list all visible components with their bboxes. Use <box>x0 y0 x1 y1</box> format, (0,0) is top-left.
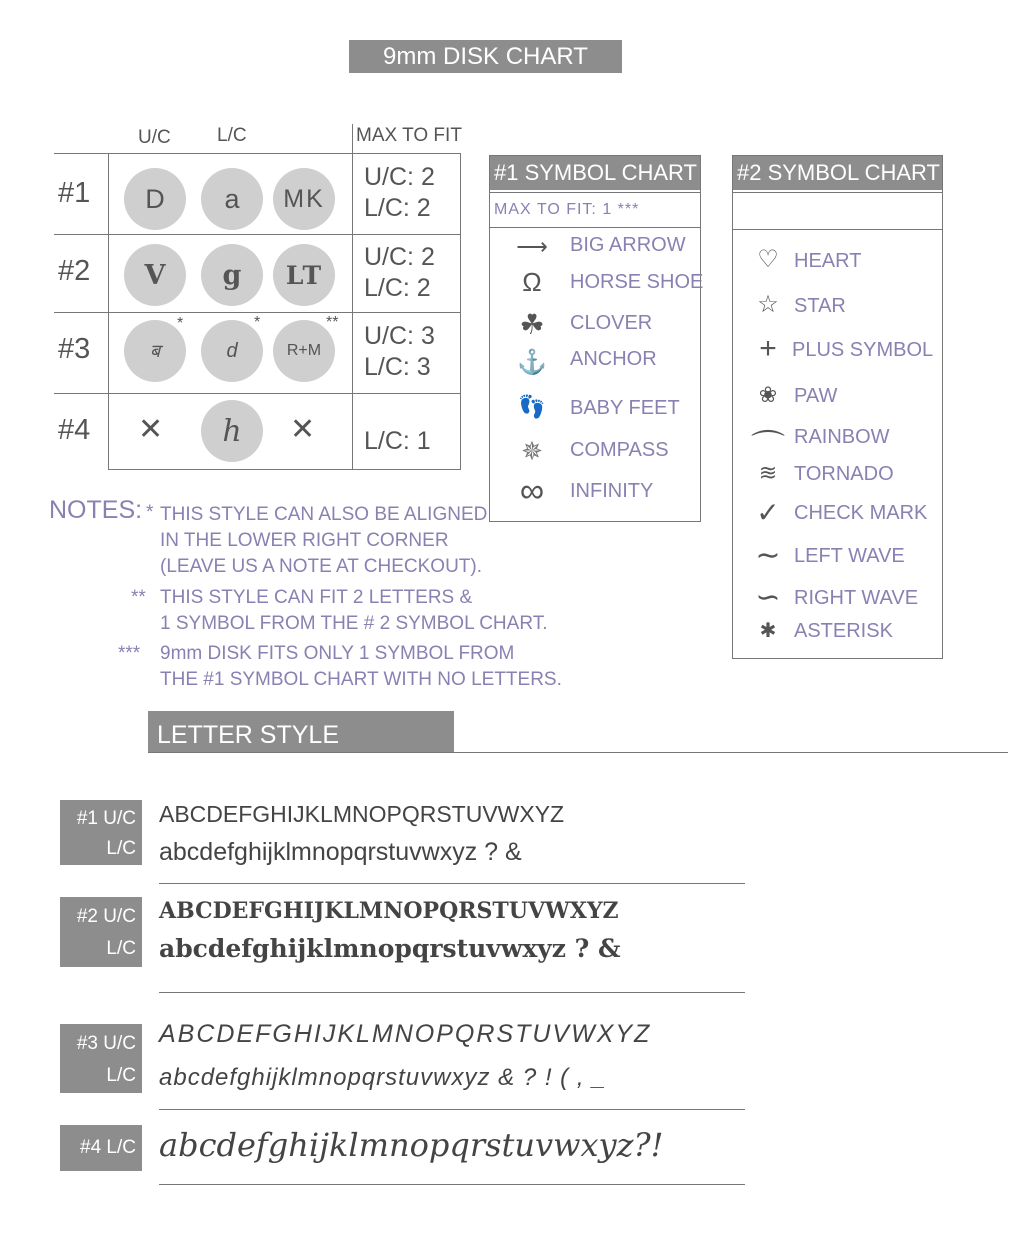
style-3-lowercase: abcdefghijklmnopqrstuvwxyz & ? ! ( , _ <box>159 1064 607 1091</box>
section-rule <box>148 752 1008 753</box>
clover-icon: ☘ <box>519 309 545 340</box>
symbol-label: RAINBOW <box>794 426 890 448</box>
panel-divider <box>489 227 701 228</box>
asterisk-mark: * <box>177 315 184 332</box>
asterisk-icon: ✱ <box>759 620 777 642</box>
arrow-icon: ⟶ <box>516 234 548 259</box>
style-label-line: #4 L/C <box>80 1137 136 1158</box>
disk-letter: LT <box>285 260 323 290</box>
max-fit-1 <box>364 162 435 224</box>
disk-letter: d <box>226 339 238 362</box>
row-label-4: #4 <box>58 414 91 446</box>
style-rule <box>159 1109 745 1110</box>
disk-uc-2 <box>124 244 186 306</box>
note-line: THE #1 SYMBOL CHART WITH NO LETTERS. <box>160 669 562 690</box>
style-1-lowercase: abcdefghijklmnopqrstuvwxyz ? & <box>159 838 522 866</box>
symbol-label: RIGHT WAVE <box>794 587 919 609</box>
note-line: 9mm DISK FITS ONLY 1 SYMBOL FROM <box>160 643 515 664</box>
note-1 <box>160 502 487 580</box>
panel-divider <box>489 192 701 193</box>
symbol-label: HEART <box>794 250 862 272</box>
row-label-3: #3 <box>58 333 91 365</box>
style-3-uppercase: ABCDEFGHIJKLMNOPQRSTUVWXYZ <box>159 1020 652 1048</box>
symbol-label: PLUS SYMBOL <box>792 339 934 361</box>
style-rule <box>159 883 745 884</box>
symbol-label: COMPASS <box>570 439 669 461</box>
disk-letter: MK <box>283 184 325 213</box>
double-asterisk-mark: ** <box>326 314 339 331</box>
disk-letter: V <box>144 259 166 291</box>
symbol-label: CHECK MARK <box>794 502 928 524</box>
right-wave-icon: ∽ <box>755 581 781 614</box>
symbol-label: INFINITY <box>570 480 654 502</box>
grid-row-divider <box>54 312 461 313</box>
style-label-line: L/C <box>106 1065 136 1086</box>
notes-heading: NOTES: <box>49 496 143 524</box>
symbol-label: STAR <box>794 295 846 317</box>
disk-uc-1 <box>124 168 186 230</box>
rainbow-icon: ⌒ <box>751 429 785 467</box>
disk-letter: a <box>224 183 240 214</box>
note-mark: *** <box>118 643 141 664</box>
row-label-2: #2 <box>58 255 91 287</box>
symbol-label: CLOVER <box>570 312 653 334</box>
style-label-line: #1 U/C <box>76 808 136 829</box>
style-2-label <box>60 897 142 967</box>
disk-letter: g <box>222 259 242 291</box>
note-mark: ** <box>131 587 146 608</box>
grid-row-divider <box>54 234 461 235</box>
symbol-chart-1-title: #1 SYMBOL CHART <box>490 156 700 190</box>
max-header-divider <box>352 124 353 154</box>
not-available-icon: ✕ <box>138 413 164 446</box>
style-2-uppercase: ABCDEFGHIJKLMNOPQRSTUVWXYZ <box>159 898 619 924</box>
page-title: 9mm DISK CHART <box>349 40 622 73</box>
disk-letter: ब <box>149 341 161 361</box>
style-label-line: #2 U/C <box>76 906 136 927</box>
style-1-label <box>60 800 142 865</box>
asterisk-mark: * <box>254 314 261 331</box>
disk-mono-1 <box>273 168 335 230</box>
grid-top-left-line <box>54 153 108 154</box>
symbol-label: HORSE SHOE <box>570 271 704 293</box>
symbol-chart-1-max-note: MAX TO FIT: 1 *** <box>494 201 640 218</box>
style-2-lowercase: abcdefghijklmnopqrstuvwxyz ? & <box>159 934 621 963</box>
panel-divider <box>732 229 943 230</box>
max-fit-line: U/C: 2 <box>364 163 435 191</box>
baby-feet-icon: 👣 <box>518 394 546 419</box>
note-line: THIS STYLE CAN FIT 2 LETTERS & <box>160 587 473 608</box>
symbol-label: LEFT WAVE <box>794 545 905 567</box>
check-icon: ✓ <box>756 497 780 528</box>
letter-style-title: LETTER STYLE OPTIONS <box>148 711 454 753</box>
symbol-label: ASTERISK <box>794 620 893 642</box>
header-uc: U/C <box>138 127 171 148</box>
compass-icon: ✵ <box>521 436 543 466</box>
row-label-1: #1 <box>58 177 91 209</box>
plus-icon: + <box>759 332 777 365</box>
not-available-icon: ✕ <box>290 413 316 446</box>
tornado-icon: ≋ <box>758 460 778 485</box>
max-fit-4: L/C: 1 <box>364 427 431 455</box>
heart-icon: ♡ <box>757 246 779 273</box>
note-2 <box>160 585 548 637</box>
max-fit-line: L/C: 2 <box>364 194 431 222</box>
note-line: (LEAVE US A NOTE AT CHECKOUT). <box>160 556 483 577</box>
max-fit-3 <box>364 321 435 383</box>
header-max: MAX TO FIT <box>356 125 462 146</box>
style-label-line: #3 U/C <box>76 1033 136 1054</box>
symbol-label: ANCHOR <box>570 348 657 370</box>
style-4-label <box>60 1125 142 1171</box>
symbol-label: BIG ARROW <box>570 234 686 256</box>
max-fit-line: U/C: 3 <box>364 322 435 350</box>
anchor-icon: ⚓ <box>517 349 547 376</box>
disk-letter: D <box>145 183 165 214</box>
max-fit-line: L/C: 3 <box>364 353 431 381</box>
style-4-lowercase: abcdefghijklmnopqrstuvwxyz?! <box>159 1126 664 1164</box>
note-3 <box>160 641 562 693</box>
max-fit-line: U/C: 2 <box>364 243 435 271</box>
note-line: 1 SYMBOL FROM THE # 2 SYMBOL CHART. <box>160 613 548 634</box>
disk-mono-2 <box>273 244 335 306</box>
max-fit-line: L/C: 2 <box>364 274 431 302</box>
header-lc: L/C <box>217 125 247 146</box>
style-rule <box>159 992 745 993</box>
note-line: THIS STYLE CAN ALSO BE ALIGNED <box>160 504 488 525</box>
style-label-line: L/C <box>106 938 136 959</box>
star-icon: ☆ <box>757 291 779 318</box>
style-rule <box>159 1184 745 1185</box>
symbol-label: TORNADO <box>794 463 894 485</box>
max-fit-2 <box>364 242 435 304</box>
disk-lc-4 <box>201 400 263 462</box>
grid-row-divider <box>54 393 461 394</box>
symbol-label: PAW <box>794 385 838 407</box>
symbol-label: BABY FEET <box>570 397 680 419</box>
symbol-chart-2-title: #2 SYMBOL CHART <box>733 156 942 190</box>
style-1-uppercase: ABCDEFGHIJKLMNOPQRSTUVWXYZ <box>159 801 565 827</box>
left-wave-icon: ∼ <box>755 539 781 572</box>
note-line: IN THE LOWER RIGHT CORNER <box>160 530 449 551</box>
disk-lc-1 <box>201 168 263 230</box>
disk-lc-2 <box>201 244 263 306</box>
style-3-label <box>60 1024 142 1093</box>
paw-icon: ❀ <box>758 382 778 407</box>
note-mark: * <box>146 502 154 523</box>
panel-divider <box>732 192 943 193</box>
horseshoe-icon: Ω <box>522 267 542 297</box>
disk-letter: R+M <box>286 342 322 359</box>
infinity-icon: ∞ <box>519 472 545 510</box>
style-label-line: L/C <box>106 838 136 859</box>
disk-letter: h <box>222 413 242 449</box>
